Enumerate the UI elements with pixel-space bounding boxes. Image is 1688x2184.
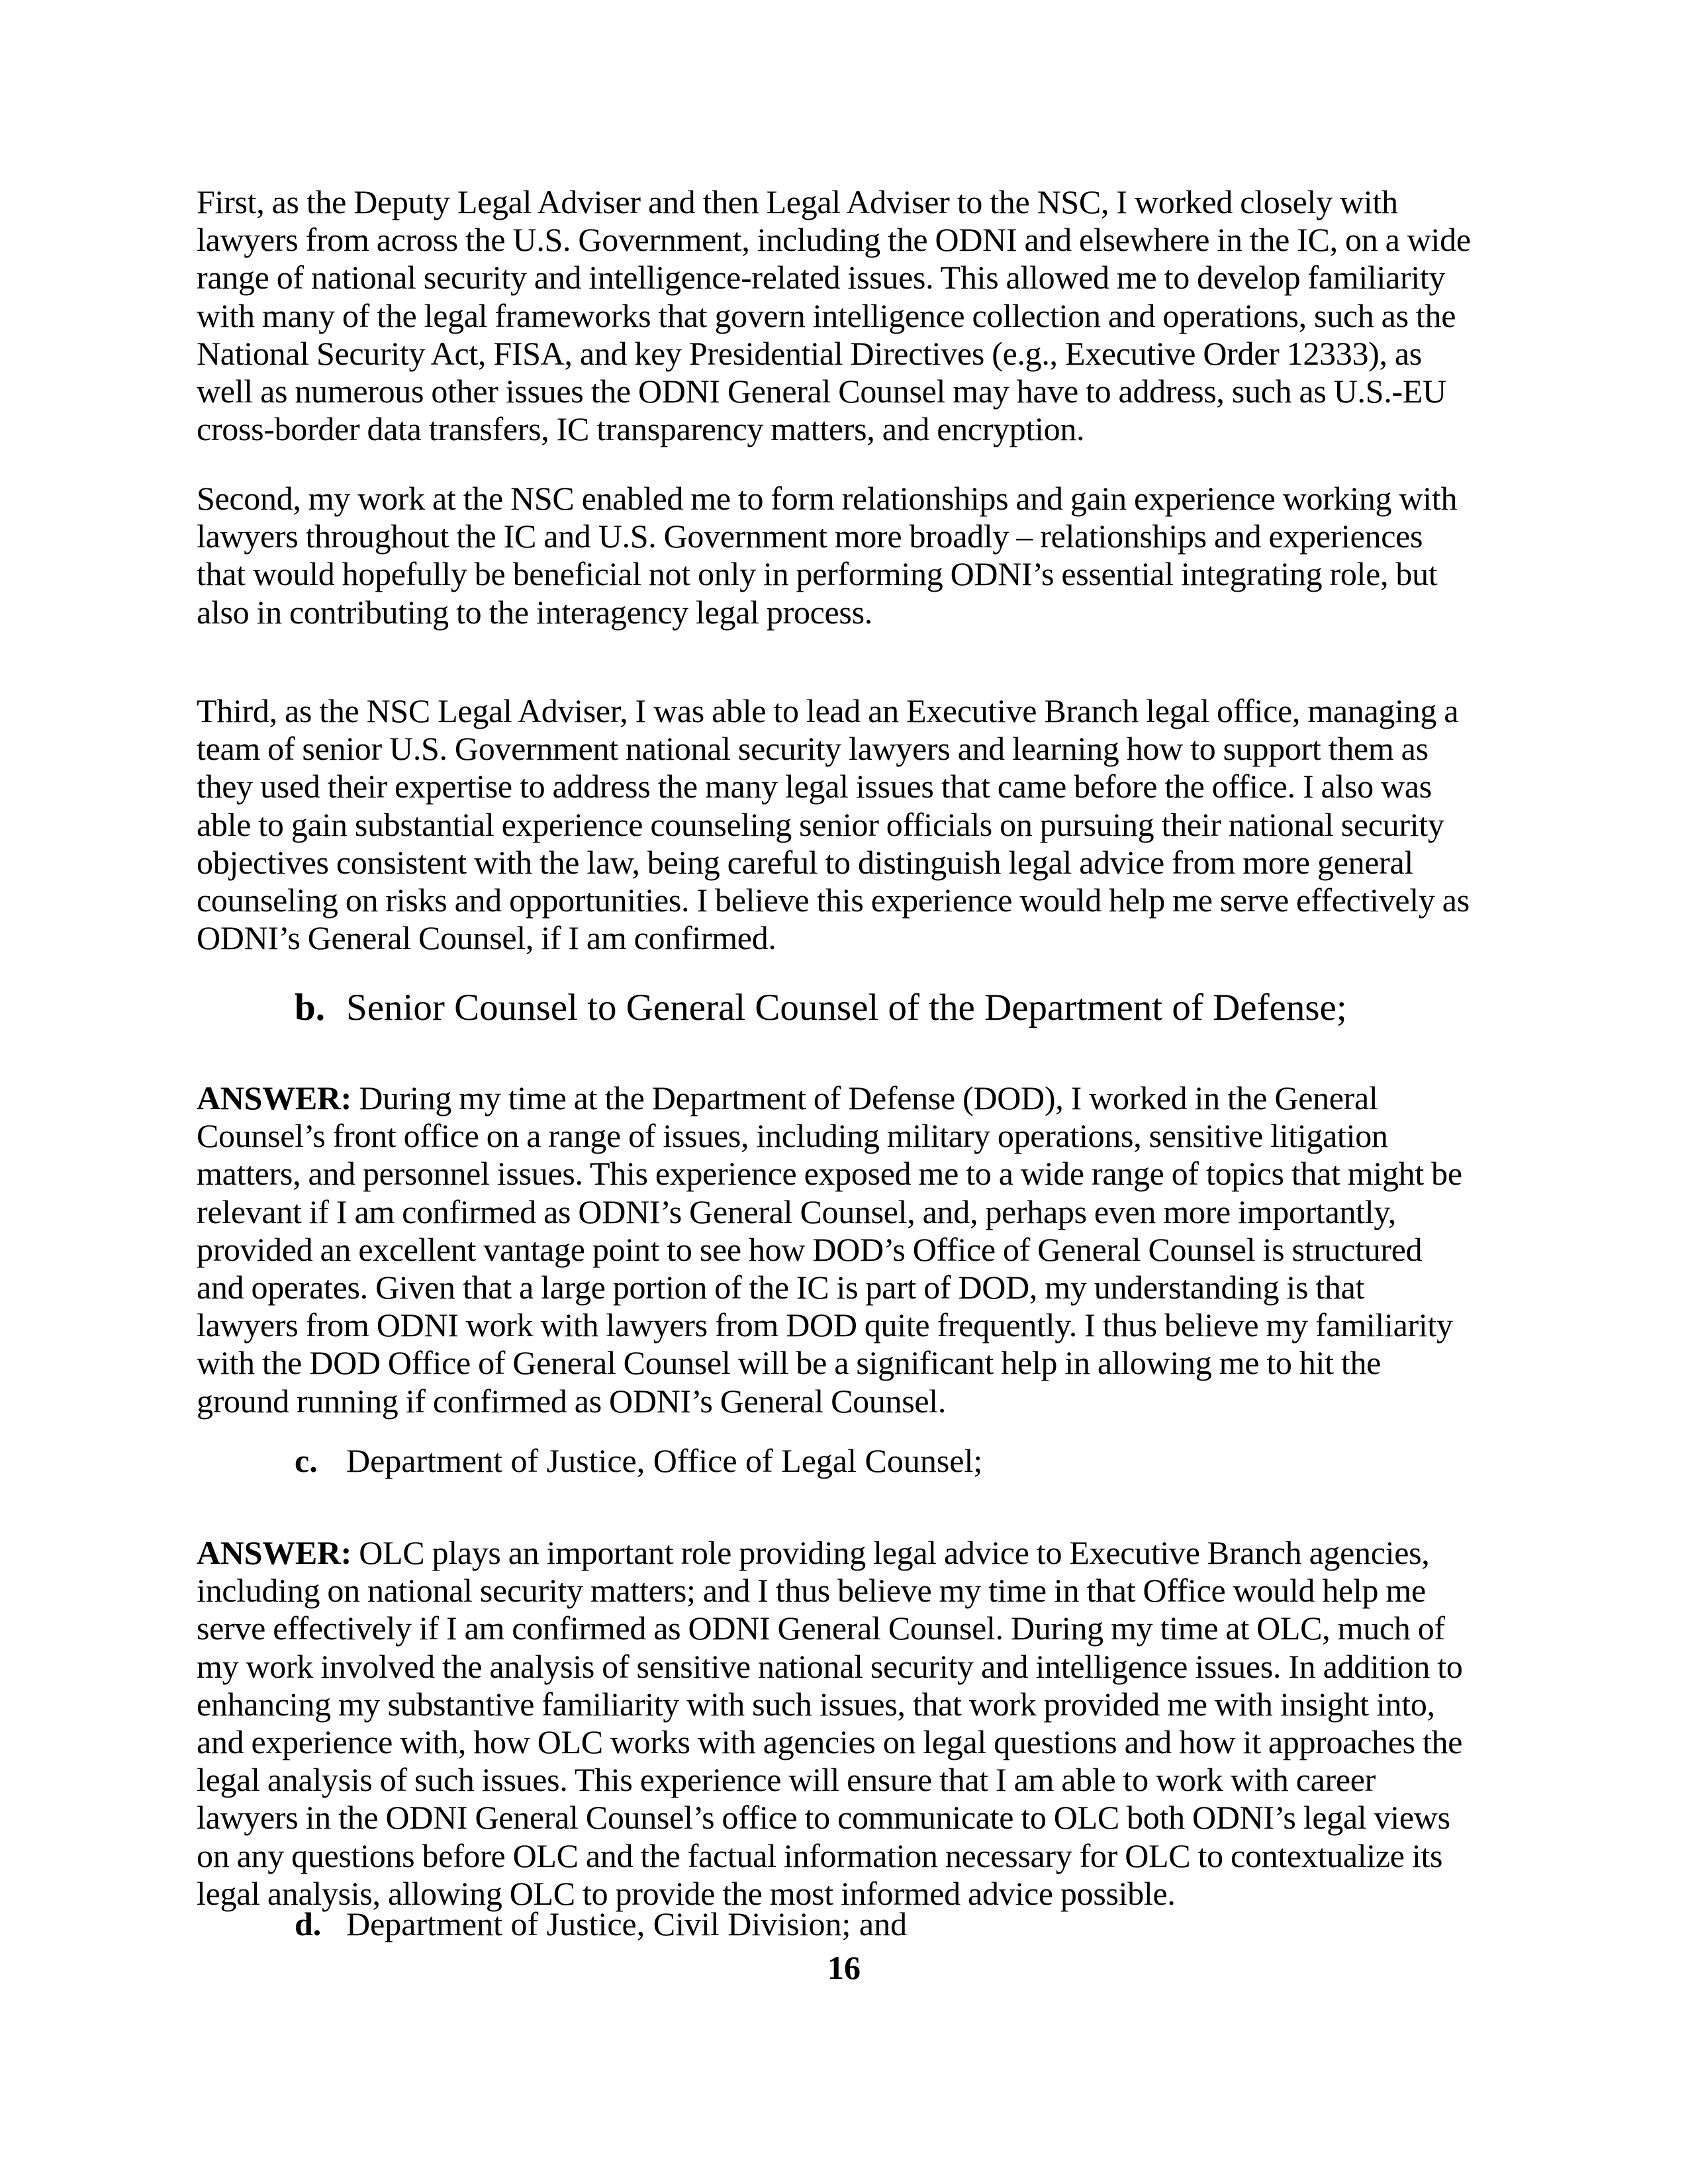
text-line: also in contributing to the interagency legal process. [197, 593, 872, 631]
text-line [197, 1079, 1494, 1117]
text-line: lawyers throughout the IC and U.S. Government more broadly – relationships and experiences [197, 518, 1423, 555]
text-line: Third, as the NSC Legal Adviser, I was able to lead an Executive Branch legal office, managing a [197, 692, 1459, 729]
answer-paragraph-b [197, 1079, 1494, 1420]
text-line: counseling on risks and opportunities. I believe this experience would help me serve effectively as [197, 882, 1470, 919]
text-line: with many of the legal frameworks that govern intelligence collection and operations, such as the [197, 296, 1456, 334]
paragraph-first [197, 183, 1494, 448]
text-line: team of senior U.S. Government national security lawyers and learning how to support them as [197, 730, 1429, 768]
text-line: objectives consistent with the law, being careful to distinguish legal advice from more general [197, 843, 1414, 881]
section-title: Senior Counsel to General Counsel of the Department of Defense; [346, 987, 1347, 1028]
answer-label: ANSWER: [197, 1534, 352, 1571]
section-heading-b [295, 986, 1347, 1029]
text-line: Counsel’s front office on a range of issues, including military operations, sensitive litigation [197, 1117, 1388, 1155]
text-line: that would hopefully be beneficial not only in performing ODNI’s essential integrating role, but [197, 555, 1438, 593]
text-line [197, 1534, 1494, 1572]
text-line: lawyers from ODNI work with lawyers from DOD quite frequently. I thus believe my familiarity [197, 1306, 1453, 1344]
text-line: well as numerous other issues the ODNI General Counsel may have to address, such as U.S.-EU [197, 373, 1446, 410]
answer-label: ANSWER: [197, 1079, 352, 1116]
section-heading-c [295, 1441, 982, 1480]
answer-text: OLC plays an important role providing legal advice to Executive Branch agencies, [352, 1534, 1430, 1571]
section-heading-d [295, 1905, 907, 1943]
paragraph-second [197, 480, 1494, 631]
text-line: legal analysis, allowing OLC to provide the most informed advice possible. [197, 1874, 1176, 1912]
text-line: my work involved the analysis of sensitive national security and intelligence issues. In addition to [197, 1647, 1463, 1685]
text-line: First, as the Deputy Legal Adviser and then Legal Adviser to the NSC, I worked closely with [197, 183, 1398, 220]
text-line: lawyers from across the U.S. Government, including the ODNI and elsewhere in the IC, on a wide [197, 221, 1471, 259]
text-line: matters, and personnel issues. This experience exposed me to a wide range of topics that might be [197, 1155, 1462, 1193]
text-line: legal analysis of such issues. This experience will ensure that I am able to work with career [197, 1761, 1376, 1799]
text-line: and experience with, how OLC works with agencies on legal questions and how it approaches the [197, 1723, 1463, 1761]
section-title: Department of Justice, Office of Legal Counsel; [346, 1442, 983, 1479]
text-line: ground running if confirmed as ODNI’s General Counsel. [197, 1382, 947, 1420]
section-title: Department of Justice, Civil Division; and [346, 1905, 908, 1942]
text-line: provided an excellent vantage point to see how DOD’s Office of General Counsel is structured [197, 1230, 1423, 1268]
text-line: lawyers in the ODNI General Counsel’s office to communicate to OLC both ODNI’s legal views [197, 1799, 1450, 1837]
text-line: and operates. Given that a large portion of the IC is part of DOD, my understanding is that [197, 1269, 1365, 1306]
text-line: serve effectively if I am confirmed as ODNI General Counsel. During my time at OLC, much of [197, 1610, 1445, 1647]
text-line: ODNI’s General Counsel, if I am confirmed. [197, 919, 776, 957]
text-line: range of national security and intelligence-related issues. This allowed me to develop familiarity [197, 259, 1446, 296]
text-line: they used their expertise to address the many legal issues that came before the office. I also was [197, 768, 1432, 805]
answer-paragraph-c [197, 1534, 1494, 1913]
section-marker: d. [295, 1905, 322, 1942]
text-line: enhancing my substantive familiarity with such issues, that work provided me with insight into, [197, 1685, 1435, 1723]
paragraph-third [197, 692, 1494, 957]
text-line: including on national security matters; and I thus believe my time in that Office would help me [197, 1572, 1426, 1610]
text-line: relevant if I am confirmed as ODNI’s General Counsel, and, perhaps even more importantly, [197, 1193, 1397, 1230]
text-line: on any questions before OLC and the factual information necessary for OLC to contextualize its [197, 1837, 1443, 1874]
section-marker: b. [295, 987, 325, 1028]
answer-text: During my time at the Department of Defense (DOD), I worked in the General [352, 1079, 1378, 1116]
text-line: cross-border data transfers, IC transparency matters, and encryption. [197, 410, 1085, 448]
text-line: with the DOD Office of General Counsel will be a significant help in allowing me to hit the [197, 1344, 1382, 1382]
text-line: able to gain substantial experience counseling senior officials on pursuing their national security [197, 805, 1444, 843]
text-line: National Security Act, FISA, and key Presidential Directives (e.g., Executive Order 12333), as [197, 334, 1422, 372]
section-marker: c. [295, 1442, 318, 1479]
text-line: Second, my work at the NSC enabled me to form relationships and gain experience working with [197, 480, 1458, 517]
page-number: 16 [827, 1949, 861, 1986]
